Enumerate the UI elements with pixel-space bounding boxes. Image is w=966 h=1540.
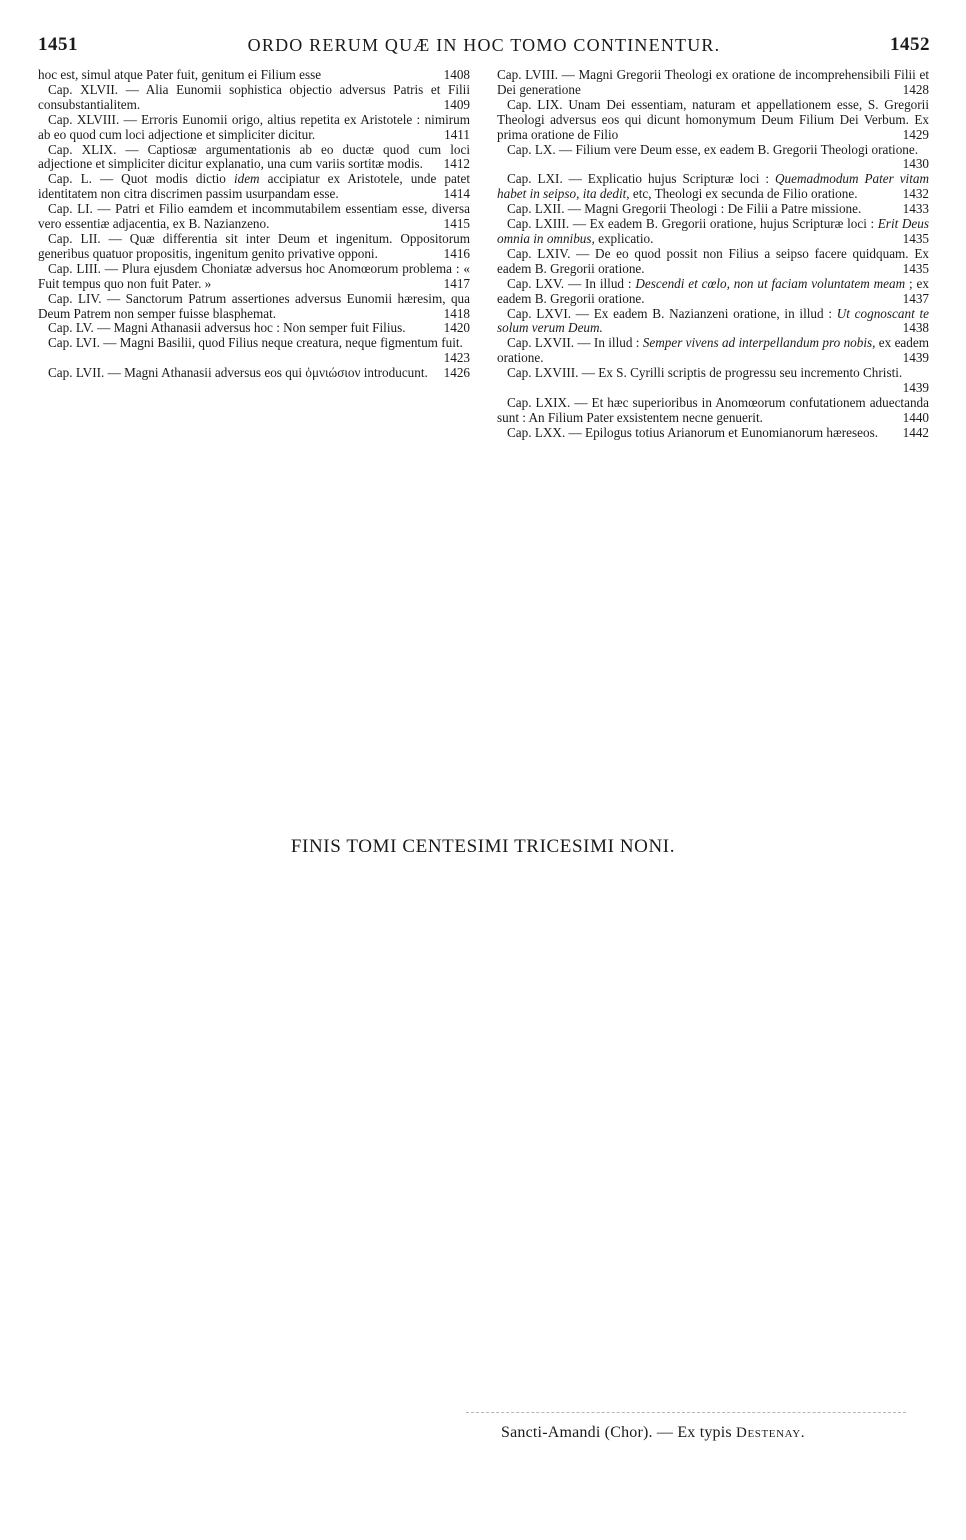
running-title: ORDO RERUM QUÆ IN HOC TOMO CONTINENTUR. — [247, 35, 721, 55]
entry-text: Cap. LXV. — In illud : — [507, 275, 636, 291]
entry-italic-quote: Erit Deus omnia in omnibus, — [497, 216, 929, 246]
toc-entry — [38, 113, 470, 143]
entry-italic-quote: Quemadmodum Pater vitam habet in seipso, ita dedit, — [497, 171, 930, 202]
entry-text: Cap. LVII. — Magni Athanasii adversus eos qui ὁμνιώσιον introducunt. — [48, 365, 428, 381]
entry-column-number: 1423 — [443, 350, 470, 366]
entry-column-number: 1429 — [902, 126, 929, 142]
entry-text: Cap. L. — Quot modis dictio — [48, 171, 234, 187]
entry-text: Cap. LXVI. — Ex eadem B. Nazianzeni oratione, in illud : — [507, 305, 837, 321]
entry-column-number: 1432 — [902, 186, 929, 202]
entry-column-number: 1418 — [443, 305, 470, 321]
entry-text: Cap. LIX. Unam Dei essentiam, naturam et appellationem esse, S. Gregorii Theologi adversus eos qui dicunt homonymum Deum Filium Dei Verbum. Ex prima oratione de Filio — [497, 96, 929, 142]
entry-italic-quote: Semper vivens ad interpellandum pro nobis, — [642, 335, 876, 351]
toc-entry — [38, 336, 470, 366]
entry-column-number: 1438 — [902, 320, 929, 336]
toc-entry — [38, 68, 470, 83]
toc-entry — [38, 172, 470, 202]
toc-entry — [497, 68, 929, 98]
entry-text: Cap. LXVII. — In illud : — [507, 335, 643, 351]
entry-column-number: 1417 — [443, 275, 470, 291]
toc-entry — [38, 321, 470, 336]
entry-column-number: 1439 — [902, 350, 929, 366]
entry-italic-quote: Descendi et cœlo, non ut faciam voluntatem meam — [635, 275, 906, 291]
entry-text: Cap. LX. — Filium vere Deum esse, ex eadem B. Gregorii Theologi oratione. — [507, 141, 919, 157]
finis-line: FINIS TOMI CENTESIMI TRICESIMI NONI. — [290, 836, 676, 857]
toc-entry — [497, 143, 929, 173]
toc-entry — [497, 217, 929, 247]
toc-entry — [497, 247, 929, 277]
toc-entry — [38, 202, 470, 232]
toc-entry — [497, 98, 929, 143]
entry-column-number: 1442 — [902, 424, 929, 440]
entry-column-number: 1435 — [902, 260, 929, 276]
toc-entry — [38, 83, 470, 113]
page-number-right: 1452 — [890, 34, 930, 55]
entry-text: Cap. XLVII. — Alia Eunomii sophistica objectio adversus Patris et Filii consubstantialitem. — [38, 81, 470, 112]
entry-text: hoc est, simul atque Pater fuit, genitum ei Filium esse — [38, 67, 322, 82]
imprint-rule — [466, 1412, 906, 1414]
toc-entry — [38, 232, 470, 262]
entry-column-number: 1440 — [902, 409, 929, 425]
entry-text: etc, Theologi ex secunda de Filio oratione. — [629, 186, 858, 202]
entry-text: Cap. LXI. — Explicatio hujus Scripturæ loci : — [507, 171, 776, 187]
page-number-left: 1451 — [38, 34, 78, 55]
toc-entry — [38, 366, 470, 381]
imprint-place: Sancti-Amandi (Chor). — Ex typis — [501, 1424, 737, 1441]
toc-entry — [38, 262, 470, 292]
entry-text: Cap. LIII. — Plura ejusdem Choniatæ adversus hoc Anomœorum problema : « Fuit tempus quo non fuit Pater. » — [38, 260, 470, 291]
toc-entry — [497, 277, 929, 307]
imprint-printer: Destenay. — [736, 1425, 806, 1441]
imprint — [501, 1424, 899, 1442]
entry-column-number: 1433 — [902, 201, 929, 217]
left-column — [38, 68, 470, 381]
entry-text: Cap. LXIII. — Ex eadem B. Gregorii oratione, hujus Scripturæ loci : — [507, 216, 878, 232]
entry-column-number: 1415 — [443, 216, 470, 232]
entry-column-number: 1416 — [443, 245, 470, 261]
entry-text: Cap. LXVIII. — Ex S. Cyrilli scriptis de progressu seu incremento Christi. — [507, 365, 903, 381]
toc-entry — [38, 143, 470, 173]
entry-column-number: 1435 — [902, 230, 929, 246]
entry-text: Cap. LXIX. — Et hæc superioribus in Anomœorum confutationem aduectanda sunt : An Filium Pater exsistentem necne genuerit. — [497, 394, 929, 425]
entry-italic-quote: idem — [233, 171, 260, 187]
entry-column-number: 1408 — [443, 67, 470, 82]
entry-column-number: 1420 — [443, 320, 470, 336]
entry-column-number: 1428 — [902, 81, 929, 97]
toc-entry — [38, 292, 470, 322]
entry-text: Cap. XLVIII. — Erroris Eunomii origo, altius repetita ex Aristotele : nimirum ab eo quod cum loci adjectione et simpliciter dicitur. — [38, 111, 470, 142]
entry-text: Cap. LXII. — Magni Gregorii Theologi : De Filii a Patre missione. — [507, 201, 862, 217]
toc-entry — [497, 366, 929, 396]
entry-text: explicatio. — [594, 230, 654, 246]
toc-entry — [497, 396, 929, 426]
toc-entry — [497, 172, 929, 202]
toc-entry — [497, 336, 929, 366]
toc-entry — [497, 307, 929, 337]
entry-column-number: 1430 — [902, 156, 929, 172]
right-column — [497, 68, 929, 441]
entry-text: ex eadem oratione. — [497, 335, 929, 366]
entry-text: Cap. XLIX. — Captiosæ argumentationis ab eo ductæ quod cum loci adjectione et simpliciter dicitur explanatio, una cum variis sortitæ modis. — [38, 141, 470, 172]
entry-column-number: 1412 — [443, 156, 470, 172]
entry-text: Cap. LI. — Patri et Filio eamdem et incommutabilem essentiam esse, diversa vero essentiæ adjacentia, ex B. Nazianzeno. — [38, 201, 470, 232]
entry-text: ; ex eadem B. Gregorii oratione. — [497, 275, 929, 306]
entry-italic-quote: Ut cognoscant te solum verum Deum. — [497, 305, 929, 336]
entry-column-number: 1409 — [443, 96, 470, 112]
toc-entry — [497, 426, 929, 441]
entry-text: Cap. LII. — Quæ differentia sit inter Deum et ingenitum. Oppositorum generibus quatuor propositis, ingenitum genito privative opponi. — [38, 230, 470, 261]
entry-text: Cap. LXIV. — De eo quod possit non Filius a seipso facere quidquam. Ex eadem B. Gregorii oratione. — [497, 245, 929, 276]
entry-column-number: 1414 — [443, 186, 470, 202]
entry-text: accipiatur ex Aristotele, unde patet identitatem non citra discrimen passim usurpandam esse. — [38, 171, 471, 202]
entry-column-number: 1426 — [443, 365, 470, 381]
toc-entry — [497, 202, 929, 217]
running-head — [38, 34, 930, 58]
entry-text: Cap. LVI. — Magni Basilii, quod Filius neque creatura, neque figmentum fuit. — [48, 335, 463, 351]
entry-text: Cap. LV. — Magni Athanasii adversus hoc : Non semper fuit Filius. — [48, 320, 406, 336]
entry-text: Cap. LIV. — Sanctorum Patrum assertiones adversus Eunomii hæresim, qua Deum Patrem non semper fuisse blasphemat. — [38, 290, 470, 321]
entry-column-number: 1437 — [902, 290, 929, 306]
entry-text: Cap. LVIII. — Magni Gregorii Theologi ex oratione de incomprehensibili Filii et Dei generatione — [497, 67, 929, 97]
entry-column-number: 1439 — [902, 380, 929, 396]
entry-text: Cap. LXX. — Epilogus totius Arianorum et Eunomianorum hæreseos. — [507, 424, 879, 440]
entry-column-number: 1411 — [444, 126, 470, 142]
